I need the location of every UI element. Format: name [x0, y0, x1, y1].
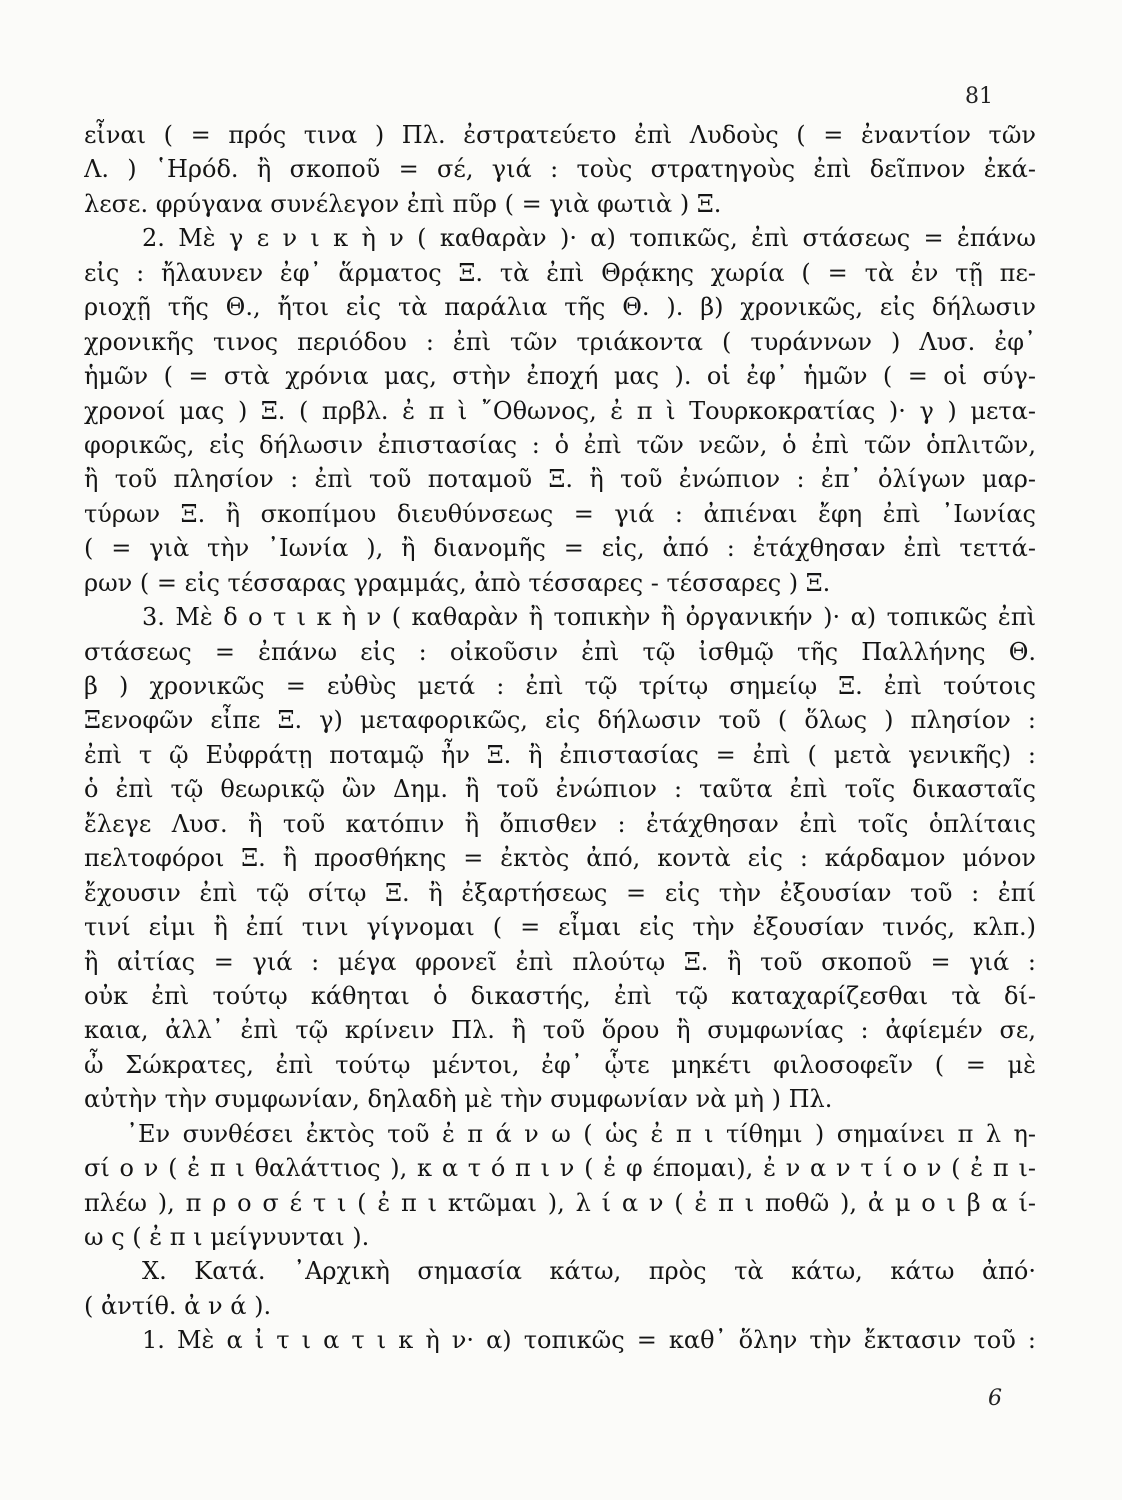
text-line: τινί εἰμι ἢ ἐπί τινι γίγνομαι ( = εἶμαι εἰς τὴν ἐξουσίαν τινός, κλπ.): [84, 913, 1036, 942]
document-body: [84, 118, 1036, 1358]
text-line: καια, ἀλλ᾽ ἐπὶ τῷ κρίνειν Πλ. ἢ τοῦ ὅρου ἢ συμφωνίας : ἀφίεμέν σε,: [84, 1016, 1036, 1045]
text-line: χρονοί μας ) Ξ. ( πρβλ. ἐ π ὶ ῎Οθωνος, ἐ π ὶ Τουρκοκρατίας )· γ ) μετα-: [84, 396, 1036, 425]
text-line: σί ο ν ( ἐ π ι θαλάττιος ), κ α τ ό π ι ν ( ἐ φ έπομαι), ἐ ν α ν τ ί ο ν ( ἐ π ι-: [84, 1154, 1036, 1183]
text-line: ω ς ( ἐ π ι μείγνυνται ).: [84, 1223, 370, 1251]
text-line: ᾽Εν συνθέσει ἐκτὸς τοῦ ἐ π ά ν ω ( ὡς ἐ π ι τίθημι ) σημαίνει π λ η-: [126, 1119, 1036, 1148]
text-line: πελτοφόροι Ξ. ἢ προσθήκης = ἐκτὸς ἀπό, κοντὰ εἰς : κάρδαμον μόνον: [84, 844, 1036, 873]
text-line: ἐπὶ τ ῷ Εὐφράτῃ ποταμῷ ἦν Ξ. ἢ ἐπιστασίας = ἐπὶ ( μετὰ γενικῆς) :: [84, 740, 1036, 769]
text-line: ὁ ἐπὶ τῷ θεωρικῷ ὢν Δημ. ἢ τοῦ ἐνώπιον : ταῦτα ἐπὶ τοῖς δικασταῖς: [84, 775, 1036, 804]
text-line: Χ. Κατά. ᾽Αρχικὴ σημασία κάτω, πρὸς τὰ κάτω, κάτω ἀπό·: [142, 1257, 1036, 1286]
text-line: ρων ( = εἰς τέσσαρας γραμμάς, ἀπὸ τέσσαρες - τέσσαρες ) Ξ.: [84, 568, 831, 597]
text-line: αὐτὴν τὴν συμφωνίαν, δηλαδὴ μὲ τὴν συμφωνίαν νὰ μὴ ) Πλ.: [84, 1085, 833, 1114]
text-line: Ξενοφῶν εἶπε Ξ. γ) μεταφορικῶς, εἰς δήλωσιν τοῦ ( ὅλως ) πλησίον :: [84, 706, 1036, 735]
text-line: λεσε. φρύγανα συνέλεγον ἐπὶ πῦρ ( = γιὰ φωτιὰ ) Ξ.: [84, 189, 722, 218]
text-line: β ) χρονικῶς = εὐθὺς μετά : ἐπὶ τῷ τρίτῳ σημείῳ Ξ. ἐπὶ τούτοις: [84, 672, 1036, 700]
text-line: ( = γιὰ τὴν ᾽Ιωνία ), ἢ διανομῆς = εἰς, ἀπό : ἐτάχθησαν ἐπὶ τεττά-: [84, 534, 1036, 563]
text-line: Λ. ) ῾Ηρόδ. ἢ σκοποῦ = σέ, γιά : τοὺς στρατηγοὺς ἐπὶ δεῖπνον ἐκά-: [84, 155, 1036, 184]
text-line: ( ἀντίθ. ἀ ν ά ).: [84, 1291, 272, 1320]
printer-signature: 6: [988, 1386, 1002, 1411]
text-line: εἶναι ( = πρός τινα ) Πλ. ἐστρατεύετο ἐπὶ Λυδοὺς ( = ἐναντίον τῶν: [84, 121, 1036, 149]
text-line: ὦ Σώκρατες, ἐπὶ τούτῳ μέντοι, ἐφ᾽ ᾧτε μηκέτι φιλοσοφεῖν ( = μὲ: [84, 1050, 1036, 1079]
text-line: οὐκ ἐπὶ τούτῳ κάθηται ὁ δικαστής, ἐπὶ τῷ καταχαρίζεσθαι τὰ δί-: [84, 981, 1036, 1010]
text-line: τύρων Ξ. ἢ σκοπίμου διευθύνσεως = γιά : ἀπιέναι ἔφη ἐπὶ ᾽Ιωνίας: [84, 499, 1036, 528]
text-line: 2. Μὲ γ ε ν ι κ ὴ ν ( καθαρὰν )· α) τοπικῶς, ἐπὶ στάσεως = ἐπάνω: [142, 224, 1036, 253]
text-line: χρονικῆς τινος περιόδου : ἐπὶ τῶν τριάκοντα ( τυράννων ) Λυσ. ἐφ᾽: [84, 327, 1036, 356]
text-line: ἢ τοῦ πλησίον : ἐπὶ τοῦ ποταμοῦ Ξ. ἢ τοῦ ἐνώπιον : ἐπ᾽ ὀλίγων μαρ-: [84, 465, 1036, 494]
page-number: 81: [965, 84, 993, 109]
text-line: φορικῶς, εἰς δήλωσιν ἐπιστασίας : ὁ ἐπὶ τῶν νεῶν, ὁ ἐπὶ τῶν ὁπλιτῶν,: [84, 430, 1036, 459]
text-line: 3. Μὲ δ ο τ ι κ ὴ ν ( καθαρὰν ἢ τοπικὴν ἢ ὀργανικήν )· α) τοπικῶς ἐπὶ: [142, 603, 1036, 632]
text-line: ριοχῇ τῆς Θ., ἤτοι εἰς τὰ παράλια τῆς Θ. ). β) χρονικῶς, εἰς δήλωσιν: [84, 293, 1036, 322]
text-line: ἢ αἰτίας = γιά : μέγα φρονεῖ ἐπὶ πλούτῳ Ξ. ἢ τοῦ σκοποῦ = γιά :: [84, 947, 1036, 976]
text-line: ἔχουσιν ἐπὶ τῷ σίτῳ Ξ. ἢ ἐξαρτήσεως = εἰς τὴν ἐξουσίαν τοῦ : ἐπί: [84, 878, 1036, 907]
text-line: ἔλεγε Λυσ. ἢ τοῦ κατόπιν ἢ ὄπισθεν : ἐτάχθησαν ἐπὶ τοῖς ὁπλίταις: [84, 809, 1036, 838]
text-line: στάσεως = ἐπάνω εἰς : οἰκοῦσιν ἐπὶ τῷ ἰσθμῷ τῆς Παλλήνης Θ.: [84, 637, 1036, 666]
text-line: εἰς : ἤλαυνεν ἐφ᾽ ἅρματος Ξ. τὰ ἐπὶ Θρᾴκης χωρία ( = τὰ ἐν τῇ πε-: [84, 258, 1036, 287]
text-line: ἡμῶν ( = στὰ χρόνια μας, στὴν ἐποχή μας ). οἱ ἐφ᾽ ἡμῶν ( = οἱ σύγ-: [84, 362, 1036, 391]
text-line: πλέω ), π ρ ο σ έ τ ι ( ἐ π ι κτῶμαι ), λ ί α ν ( ἐ π ι ποθῶ ), ἀ μ ο ι β α ί-: [84, 1188, 1036, 1217]
text-line: 1. Μὲ α ἰ τ ι α τ ι κ ὴ ν· α) τοπικῶς = καθ᾽ ὅλην τὴν ἔκτασιν τοῦ :: [142, 1326, 1036, 1355]
